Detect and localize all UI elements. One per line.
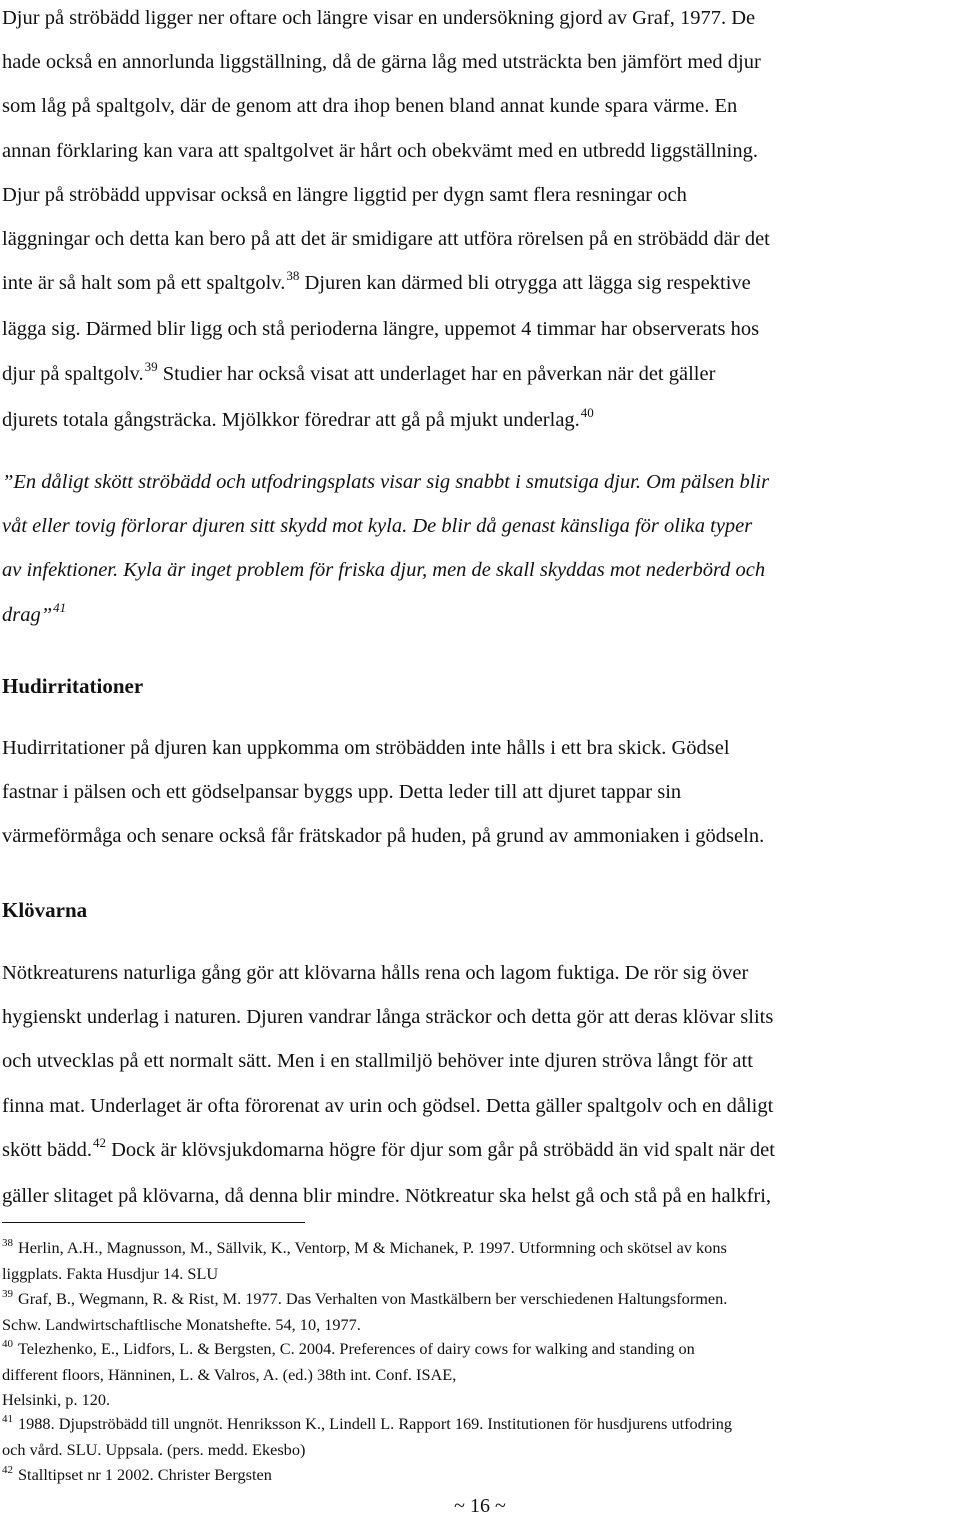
- text-segment: inte är så halt som på ett spaltgolv.: [2, 272, 286, 295]
- quote-line: ”En dåligt skött ströbädd och utfodringsplats visar sig snabbt i smutsiga djur. Om pälsen blir: [2, 471, 770, 493]
- text-line: [2, 1128, 958, 1174]
- quote-block: [2, 460, 958, 639]
- text-line: läggningar och detta kan bero på att det är smidigare att utföra rörelsen på en ströbädd där det: [2, 228, 770, 251]
- text-line: finna mat. Underlaget är ofta förorenat av urin och gödsel. Detta gäller spaltgolv och en dåligt: [2, 1094, 774, 1117]
- text-line: fastnar i pälsen och ett gödselpansar byggs upp. Detta leder till att djuret tappar sin: [2, 781, 682, 804]
- quote-line: av infektioner. Kyla är inget problem för friska djur, men de skall skyddas mot nederbörd och: [2, 559, 766, 582]
- text-line: lägga sig. Därmed blir ligg och stå perioderna längre, uppemot 4 timmar har observerats hos: [2, 318, 760, 341]
- footnote-separator: [2, 1222, 305, 1223]
- page-number: ~ 16 ~: [454, 1495, 506, 1517]
- footnote-41-cont: och vård. SLU. Uppsala. (pers. medd. Ekesbo): [2, 1440, 306, 1460]
- footnote-42: [2, 1463, 958, 1489]
- footnote-ref-41[interactable]: 41: [53, 599, 67, 615]
- text-line: [2, 261, 958, 307]
- footnote-number: 42: [2, 1463, 13, 1476]
- footnote-number: 41: [2, 1413, 13, 1426]
- footnote-40-cont: Helsinki, p. 120.: [2, 1389, 111, 1409]
- text-segment: djur på spaltgolv.: [2, 362, 144, 385]
- text-segment: Dock är klövsjukdomarna högre för djur som går på ströbädd än vid spalt när det: [105, 1138, 775, 1161]
- text-segment: Djuren kan därmed bli otrygga att lägga sig respektive: [299, 272, 751, 295]
- footnote-41: [2, 1412, 958, 1438]
- footnote-text: 1988. Djupströbädd till ungnöt. Henriksson K., Lindell L. Rapport 169. Institutionen för husdjurens utfodring: [18, 1414, 733, 1434]
- text-segment: skött bädd.: [2, 1138, 92, 1161]
- footnote-40: [2, 1337, 958, 1363]
- text-line: [2, 352, 958, 398]
- footnote-38: [2, 1236, 958, 1262]
- footnote-text: Graf, B., Wegmann, R. & Rist, M. 1977. Das Verhalten von Mastkälbern ber verschiedenen Haltungsformen.: [18, 1288, 728, 1308]
- text-line: hade också en annorlunda liggställning, då de gärna låg med utsträckta ben jämfört med djur: [2, 51, 761, 74]
- footnote-ref-40[interactable]: 40: [580, 404, 594, 420]
- text-line: Nötkreaturens naturliga gång gör att klövarna hålls rena och lagom fuktiga. De rör sig över: [2, 962, 749, 984]
- text-line: hygienskt underlag i naturen. Djuren vandrar långa sträckor och detta gör att deras klövar slits: [2, 1006, 774, 1029]
- footnote-text: Telezhenko, E., Lidfors, L. & Bergsten, C. 2004. Preferences of dairy cows for walking and standing on: [18, 1339, 695, 1359]
- footnote-number: 40: [2, 1338, 13, 1351]
- quote-line: våt eller tovig förlorar djuren sitt skydd mot kyla. De blir då genast känsliga för olika typer: [2, 515, 753, 538]
- footnotes: [2, 1236, 958, 1489]
- footnote-39: [2, 1287, 958, 1313]
- footnote-number: 39: [2, 1287, 13, 1300]
- footnote-text: Herlin, A.H., Magnusson, M., Sällvik, K., Ventorp, M & Michanek, P. 1997. Utformning och skötsel av kons: [18, 1238, 727, 1257]
- footnote-39-cont: Schw. Landwirtschaftlische Monatshefte. 54, 10, 1977.: [2, 1314, 361, 1334]
- footnote-40-cont: different floors, Hänninen, L. & Valros, A. (ed.) 38th int. Conf. ISAE,: [2, 1365, 457, 1385]
- footnote-number: 38: [2, 1237, 13, 1249]
- text-line: och utvecklas på ett normalt sätt. Men i en stallmiljö behöver inte djuren ströva långt för att: [2, 1050, 753, 1073]
- footnote-ref-39[interactable]: 39: [144, 358, 158, 374]
- text-line: Djur på ströbädd ligger ner oftare och längre visar en undersökning gjord av Graf, 1977. De: [2, 7, 756, 29]
- section-heading-klovarna: Klövarna: [2, 898, 88, 922]
- text-line: som låg på spaltgolv, där de genom att dra ihop benen bland annat kunde spara värme. En: [2, 95, 738, 118]
- paragraph-skin-irritation: [2, 726, 958, 859]
- text-line: värmeförmåga och senare också får frätskador på huden, på grund av ammoniaken i gödseln.: [2, 825, 765, 848]
- text-line: gäller slitaget på klövarna, då denna blir mindre. Nötkreatur ska helst gå och stå på en halkfri,: [2, 1185, 772, 1208]
- text-line: [2, 398, 958, 444]
- text-segment: drag”: [2, 603, 53, 626]
- footnote-ref-42[interactable]: 42: [92, 1134, 106, 1150]
- text-segment: djurets totala gångsträcka. Mjölkkor föredrar att gå på mjukt underlag.: [2, 408, 580, 431]
- paragraph-hooves: [2, 951, 958, 1218]
- quote-line: [2, 593, 958, 639]
- paragraph-lying-behavior: [2, 0, 958, 444]
- footnote-ref-38[interactable]: 38: [286, 268, 300, 284]
- text-segment: Studier har också visat att underlaget har en påverkan när det gäller: [157, 362, 716, 385]
- footnote-text: Stalltipset nr 1 2002. Christer Bergsten: [18, 1464, 272, 1484]
- text-line: Djur på ströbädd uppvisar också en längre liggtid per dygn samt flera resningar och: [2, 183, 687, 206]
- section-heading-hudirritationer: Hudirritationer: [2, 674, 144, 698]
- text-line: Hudirritationer på djuren kan uppkomma om ströbädden inte hålls i ett bra skick. Gödsel: [2, 737, 730, 759]
- footnote-38-cont: liggplats. Fakta Husdjur 14. SLU: [2, 1264, 219, 1284]
- text-line: annan förklaring kan vara att spaltgolvet är hårt och obekvämt med en utbredd liggställning.: [2, 139, 758, 162]
